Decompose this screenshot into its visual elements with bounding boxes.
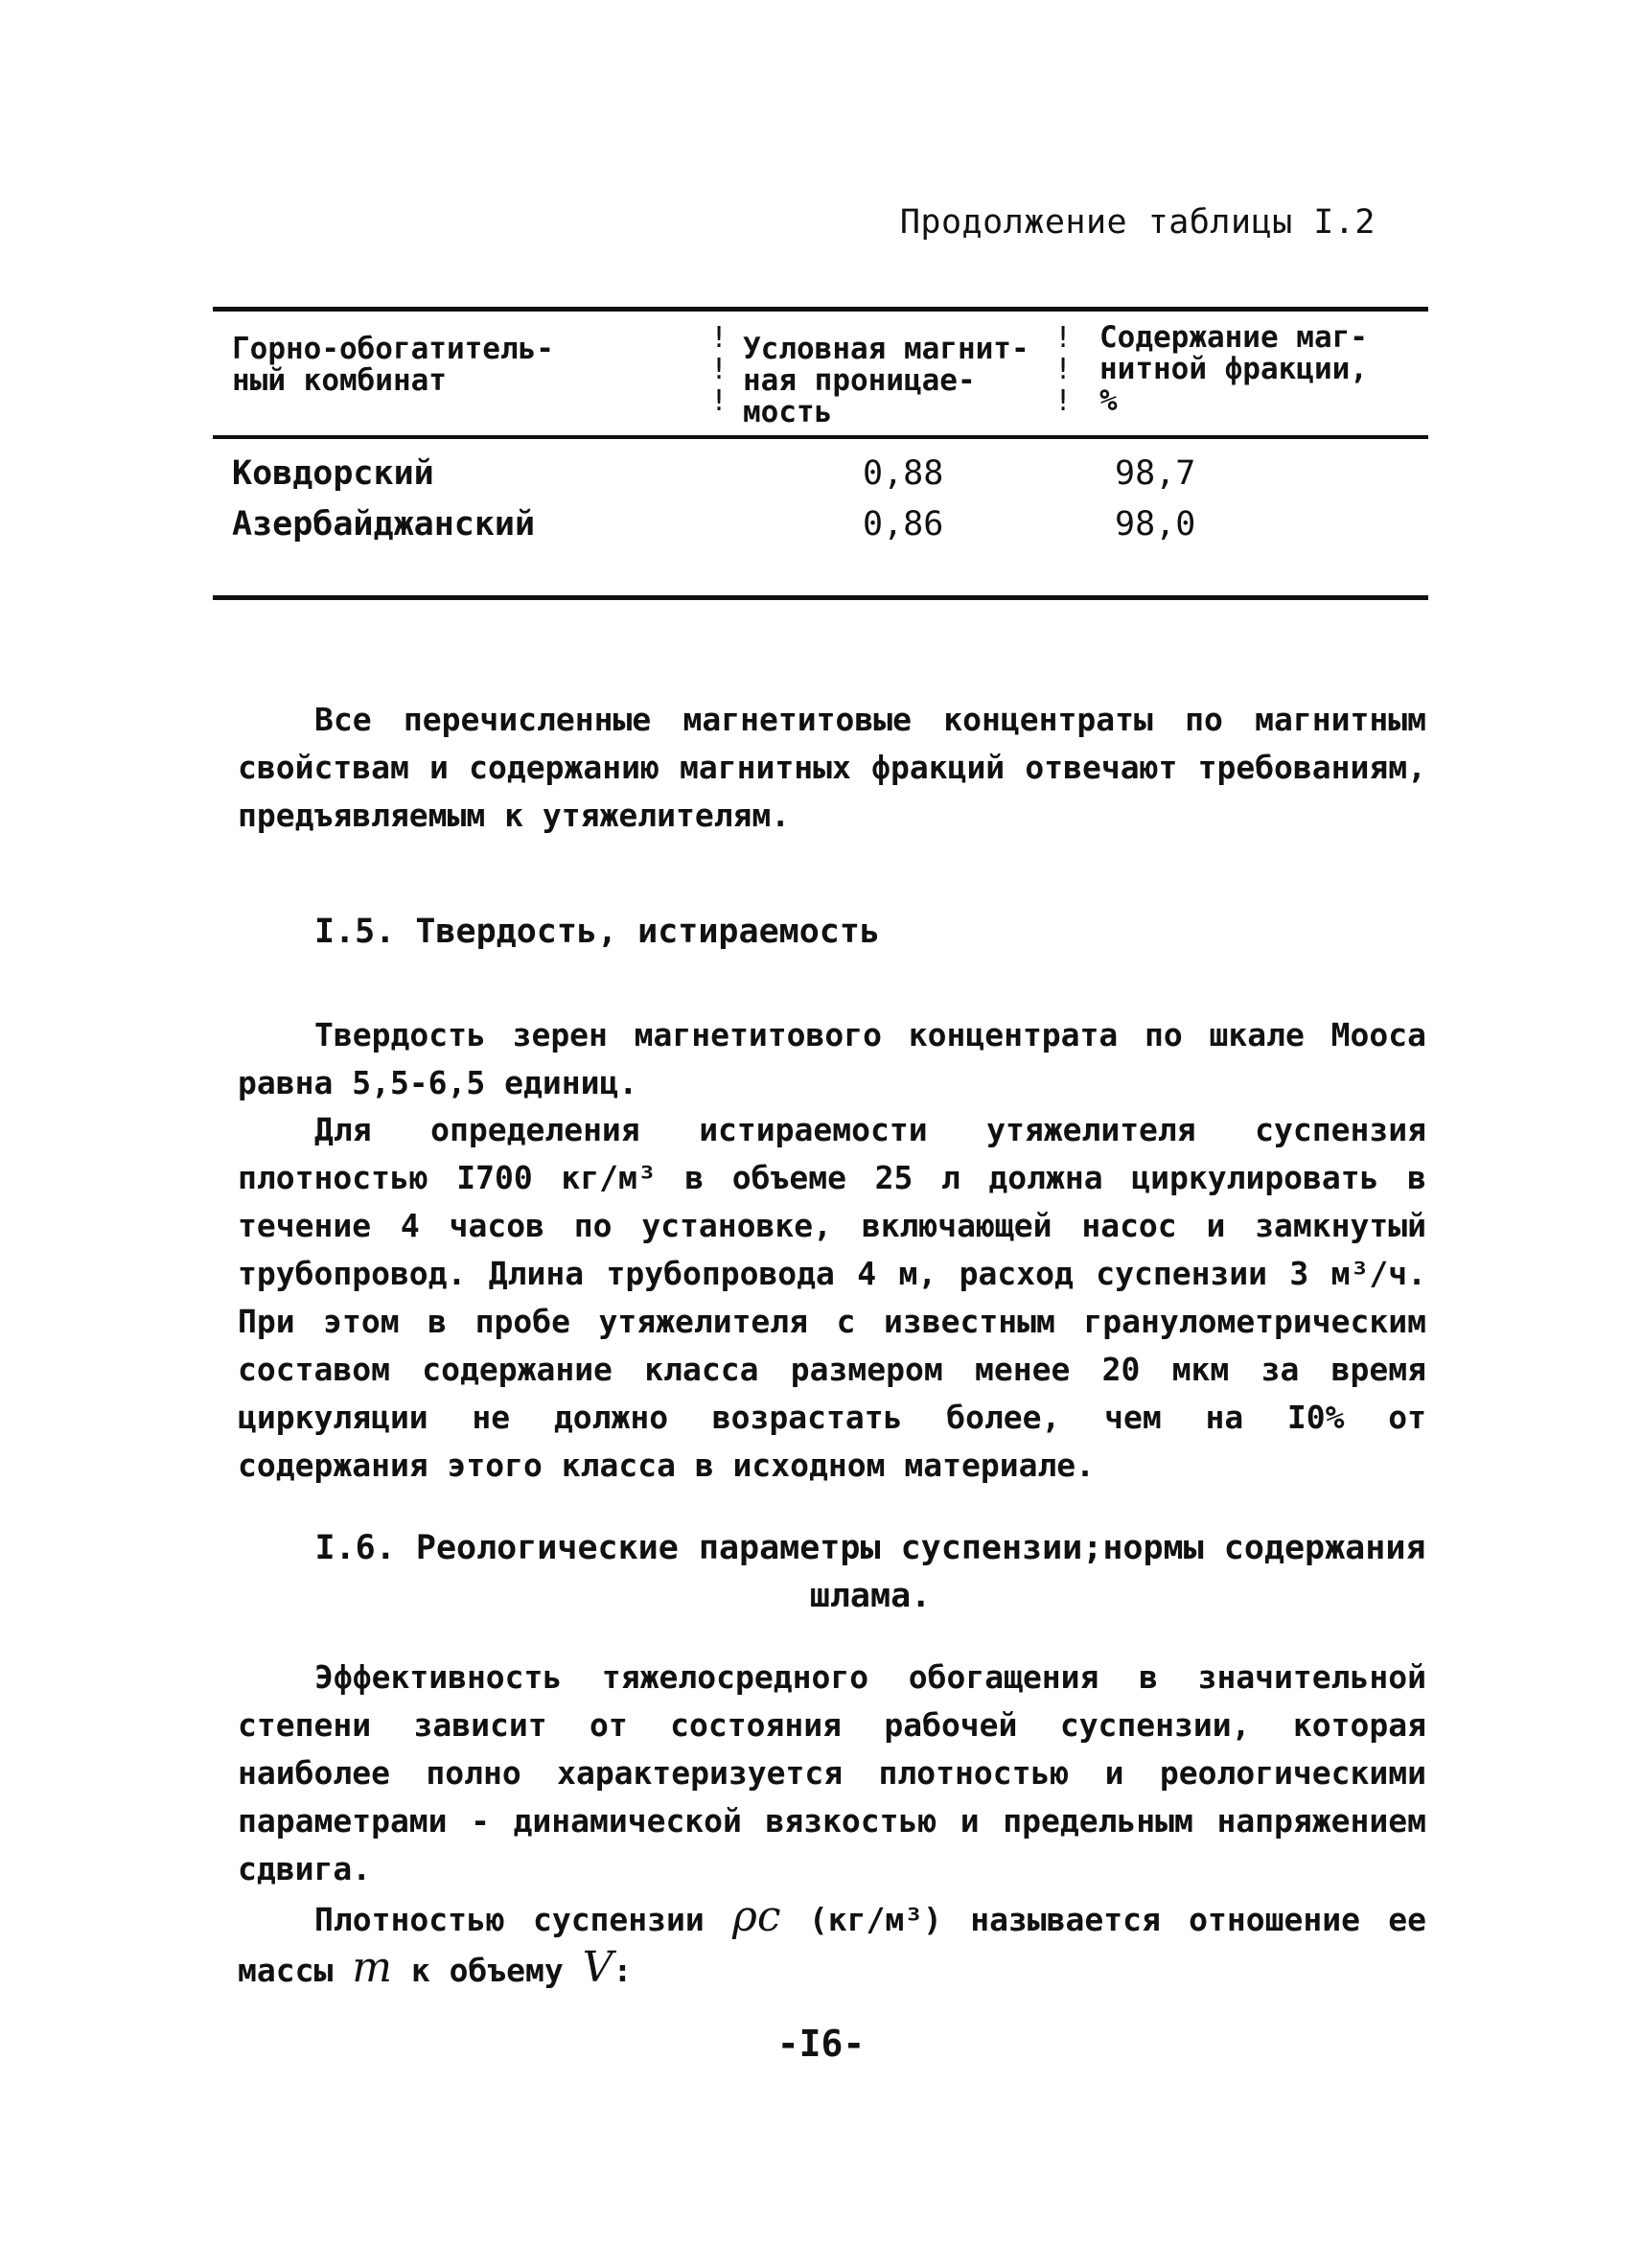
row-permeability: 0,86 [863, 505, 944, 544]
paragraph-requirements [238, 696, 1426, 840]
table-bottom-rule [213, 595, 1428, 600]
paragraph-abrasion [238, 1106, 1426, 1490]
paragraph-text: к объему [410, 1952, 564, 1989]
paragraph-density-definition [238, 1893, 1426, 1995]
header-col-permeability: Условная магнит- ная проницае- мость [743, 332, 1029, 429]
paragraph-text: Для определения истираемости утяжелителя суспензия плотностью I700 кг/м³ в объеме 25 л должна циркулировать в течение 4 часов по установке, включающей насос и замкнутый трубопровод. Длина трубопровода 4 м, расход суспензии 3 м³/ч. При этом в пробе утяжелителя с известным гранулометрическим составом содержание класса размером менее 20 мкм за время циркуляции не должно возрастать более, чем на I0% от содержания этого класса в исходном материале. [238, 1111, 1426, 1484]
symbol-rho: ρc [732, 1892, 781, 1941]
column-separator-1: ! ! ! [710, 321, 728, 418]
page-number: -I6- [776, 2023, 866, 2065]
table-row [0, 454, 1642, 504]
header-col-combine: Горно-обогатитель- ный комбинат [232, 332, 554, 398]
section-heading-1-5: I.5. Твердость, истираемость [314, 913, 881, 951]
column-separator-2: ! ! ! [1054, 321, 1073, 418]
row-fraction: 98,0 [1115, 505, 1196, 544]
table-caption: Продолжение таблицы I.2 [899, 203, 1376, 242]
paragraph-hardness [238, 1011, 1426, 1107]
paragraph-text: Твердость зерен магнетитового концентрата по шкале Мооса равна 5,5-6,5 единиц. [238, 1016, 1426, 1101]
table-header-rule [213, 435, 1428, 439]
paragraph-text: Все перечисленные магнетитовые концентраты по магнитным свойствам и содержанию магнитных фракций отвечают требованиям, предъявляемым к утяжелителям. [238, 701, 1426, 834]
paragraph-text: Плотностью суспензии [314, 1901, 705, 1938]
paragraph-efficiency [238, 1654, 1426, 1893]
table-top-rule [213, 307, 1428, 312]
row-fraction: 98,7 [1115, 454, 1196, 493]
row-name: Ковдорский [232, 454, 434, 493]
row-name: Азербайджанский [232, 505, 536, 544]
paragraph-text: Эффективность тяжелосредного обогащения в значительной степени зависит от состояния рабочей суспензии, которая наиболее полно характеризуется плотностью и реологическими параметрами - динамической вязкостью и предельным напряжением сдвига. [238, 1658, 1426, 1887]
header-col-fraction: Содержание маг- нитной фракции, % [1099, 320, 1368, 418]
paragraph-text: : [613, 1952, 633, 1989]
paragraph-text: (кг/м³) называется отношение ее массы [238, 1901, 1426, 1989]
symbol-v: V [582, 1943, 613, 1992]
section-heading-1-6: I.6. Реологические параметры суспензии;нормы содержания шлама. [314, 1529, 1426, 1615]
table-row [0, 505, 1642, 555]
row-permeability: 0,88 [863, 454, 944, 493]
symbol-m: m [352, 1943, 392, 1992]
